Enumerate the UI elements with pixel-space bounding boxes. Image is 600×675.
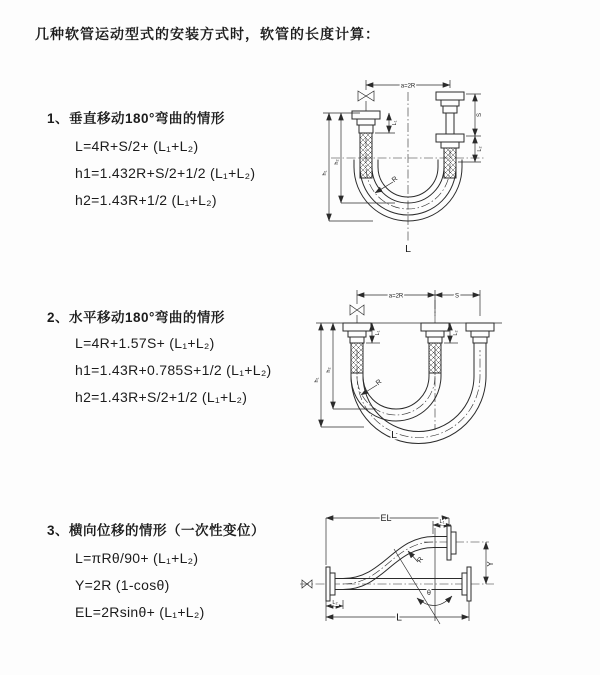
radius-construction — [394, 549, 452, 624]
dim-label-h1: h₁ — [322, 170, 328, 176]
dim-label-h2: h₂ — [326, 367, 332, 373]
left-fitting — [343, 323, 371, 343]
dim-label-l2: L₂ — [332, 600, 338, 606]
dim-label-s: S — [454, 293, 460, 300]
page-title: 几种软管运动型式的安装方式时，软管的长度计算： — [35, 26, 380, 42]
diagram-horizontal-180-bend — [306, 280, 600, 458]
dim-label-l1: L₁ — [392, 120, 398, 126]
dim-label-a2r: a=2R — [388, 293, 404, 300]
dim-label-l1: L₁ — [375, 330, 381, 336]
section-1-heading: 1、垂直移动180°弯曲的情形 — [47, 111, 225, 126]
y-dimension — [486, 542, 495, 584]
formula-L: L=πRθ/90+ (L₁+L₂) — [75, 550, 199, 566]
formula-h2: h2=1.43R+S/2+1/2 (L₁+L₂) — [75, 389, 248, 405]
right-flange — [462, 567, 471, 601]
formula-L: L=4R+1.57S+ (L₁+L₂) — [75, 335, 215, 351]
right-fitting-upper — [436, 92, 464, 134]
right-fitting — [466, 323, 494, 343]
hose-u-bends — [351, 343, 486, 443]
diagram-lateral-displacement — [296, 503, 600, 658]
section-3-formulas — [75, 545, 205, 626]
top-dimension — [357, 290, 480, 316]
dim-label-l2: L₂ — [477, 146, 483, 152]
dim-label-l2: L₂ — [453, 330, 459, 336]
valve-icon — [350, 305, 364, 323]
right-fitting-lower — [436, 134, 464, 148]
middle-fitting — [421, 323, 449, 343]
dim-label-el: EL — [380, 513, 392, 523]
left-flange — [326, 567, 335, 601]
el-dimension — [326, 513, 449, 565]
dim-label-l-total: L — [391, 429, 397, 441]
upper-flange — [434, 526, 456, 560]
diagram-vertical-180-bend — [313, 70, 600, 262]
dim-label-y: Y — [486, 561, 495, 567]
dim-label-l1: L₁ — [439, 519, 445, 525]
section-3-heading: 3、横向位移的情形（一次性变位） — [47, 523, 266, 538]
section-2-heading: 2、水平移动180°弯曲的情形 — [47, 310, 225, 325]
section-1-formulas — [75, 133, 255, 214]
section-2-formulas — [75, 330, 272, 411]
radius-leader — [375, 176, 399, 193]
dim-label-l-total: L — [396, 611, 402, 624]
l-dimension — [326, 601, 469, 624]
s-dimension — [466, 94, 483, 136]
formula-h1: h1=1.432R+S/2+1/2 (L₁+L₂) — [75, 165, 256, 181]
formula-h2: h2=1.43R+1/2 (L₁+L₂) — [75, 192, 217, 208]
formula-Y: Y=2R (1-cosθ) — [75, 577, 170, 593]
formula-EL: EL=2Rsinθ+ (L₁+L₂) — [75, 604, 205, 620]
dim-label-h1: h₁ — [314, 377, 320, 383]
top-dimension — [366, 80, 450, 90]
dim-label-l-total: L — [405, 243, 411, 255]
dim-label-h2: h₂ — [334, 159, 340, 165]
dim-label-r: R — [374, 378, 384, 388]
formula-L: L=4R+S/2+ (L₁+L₂) — [75, 138, 199, 154]
valve-icon — [358, 91, 374, 111]
dim-label-s: S — [477, 112, 483, 118]
dim-label-theta: θ — [427, 590, 431, 597]
left-fitting — [352, 111, 380, 133]
formula-h1: h1=1.43R+0.785S+1/2 (L₁+L₂) — [75, 362, 272, 378]
dim-label-r: R — [416, 556, 426, 565]
dim-label-a2r: a=2R — [400, 83, 416, 90]
dim-label-r: R — [390, 175, 400, 185]
